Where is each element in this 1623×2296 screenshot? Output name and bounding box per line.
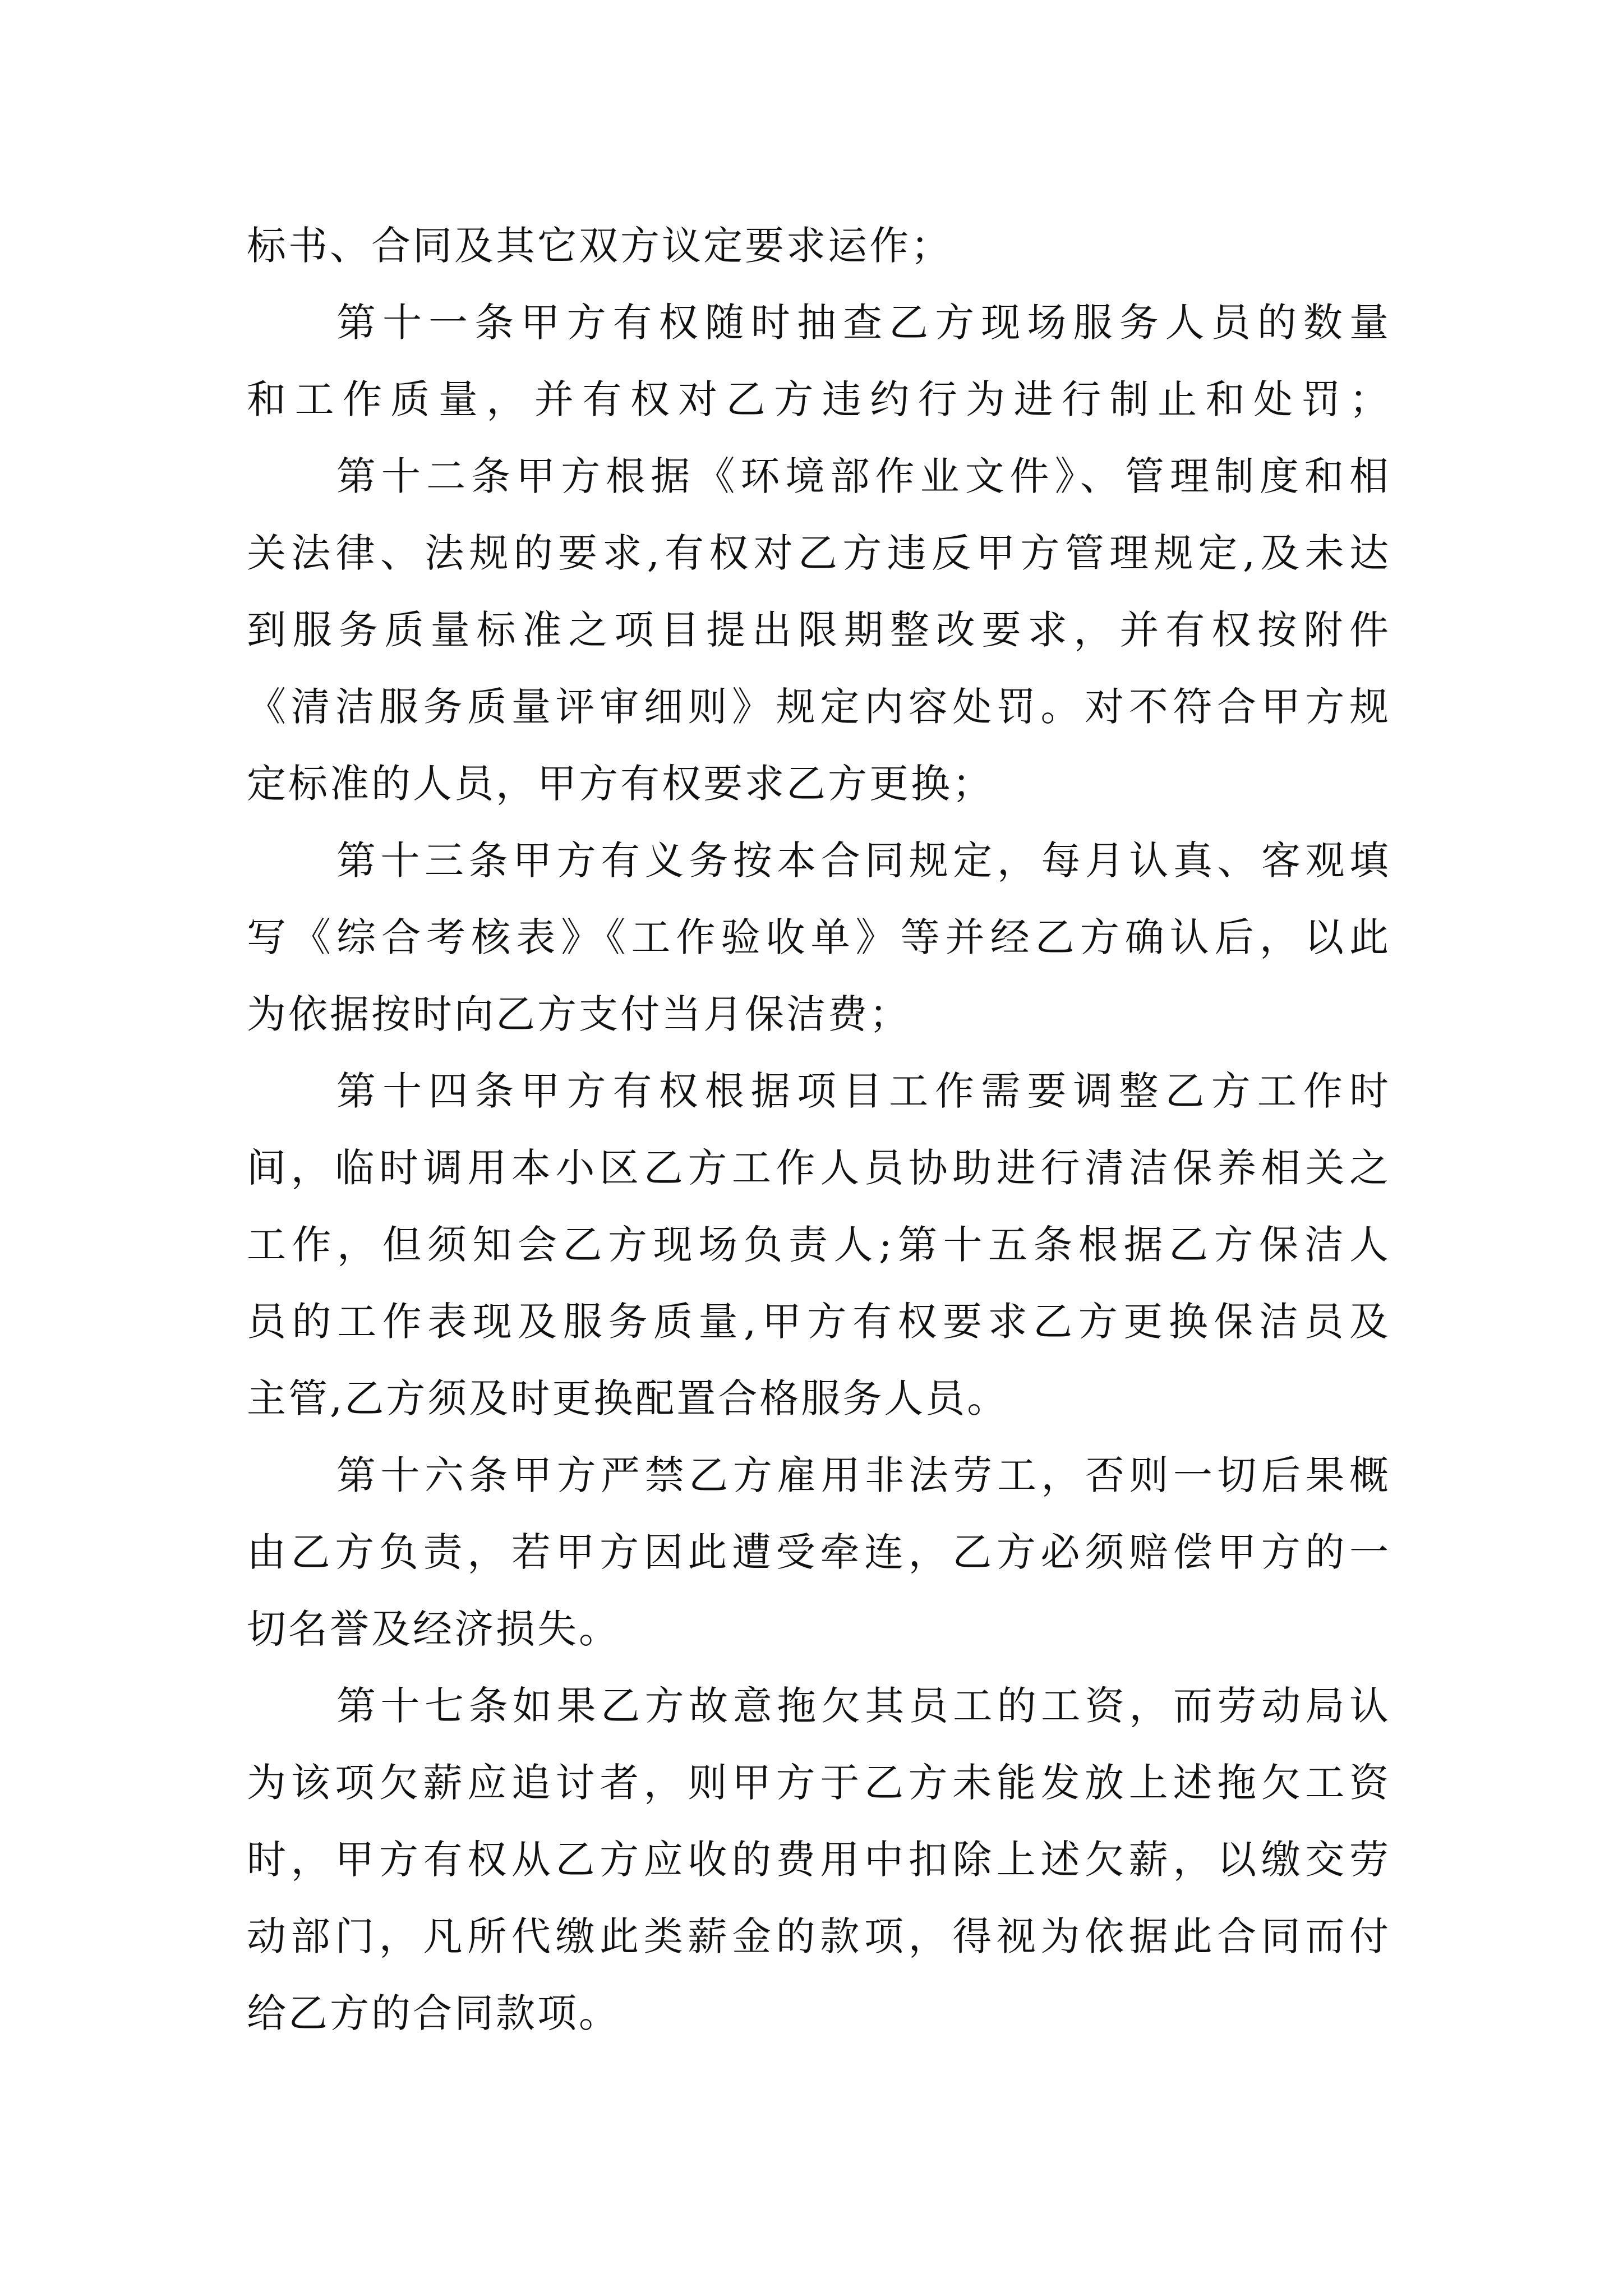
text-line: 工作，但须知会乙方现场负责人;第十五条根据乙方保洁人 <box>247 1222 1391 1268</box>
text-line: 定标准的人员，甲方有权要求乙方更换； <box>247 761 994 807</box>
text-line: 第十四条甲方有权根据项目工作需要调整乙方工作时 <box>336 1068 1391 1114</box>
text-line: 动部门，凡所代缴此类薪金的款项，得视为依据此合同而付 <box>247 1913 1391 1959</box>
text-line: 第十七条如果乙方故意拖欠其员工的工资，而劳动局认 <box>336 1683 1391 1729</box>
text-line: 给乙方的合同款项。 <box>247 1990 620 2036</box>
text-line: 间，临时调用本小区乙方工作人员协助进行清洁保养相关之 <box>247 1145 1391 1191</box>
text-line: 切名誉及经济损失。 <box>247 1606 620 1652</box>
text-line: 为该项欠薪应追讨者，则甲方于乙方未能发放上述拖欠工资 <box>247 1760 1391 1806</box>
text-line: 标书、合同及其它双方议定要求运作； <box>247 223 952 269</box>
text-line: 到服务质量标准之项目提出限期整改要求，并有权按附件 <box>247 607 1391 653</box>
text-line: 为依据按时向乙方支付当月保洁费； <box>247 991 911 1037</box>
text-line: 第十三条甲方有义务按本合同规定，每月认真、客观填 <box>336 838 1391 884</box>
text-line: 时，甲方有权从乙方应收的费用中扣除上述欠薪，以缴交劳 <box>247 1837 1391 1883</box>
text-line: 关法律、法规的要求,有权对乙方违反甲方管理规定,及未达 <box>247 530 1391 576</box>
text-line: 员的工作表现及服务质量,甲方有权要求乙方更换保洁员及 <box>247 1299 1391 1345</box>
text-line: 和工作质量，并有权对乙方违约行为进行制止和处罚； <box>247 376 1391 422</box>
text-line: 写《综合考核表》《工作验收单》等并经乙方确认后，以此 <box>247 914 1391 960</box>
text-line: 第十一条甲方有权随时抽查乙方现场服务人员的数量 <box>336 300 1391 346</box>
text-line: 第十二条甲方根据《环境部作业文件》、管理制度和相 <box>336 453 1391 499</box>
text-line: 由乙方负责，若甲方因此遭受牵连，乙方必须赔偿甲方的一 <box>247 1529 1391 1575</box>
text-line: 第十六条甲方严禁乙方雇用非法劳工，否则一切后果概 <box>336 1452 1391 1498</box>
text-line: 《清洁服务质量评审细则》规定内容处罚。对不符合甲方规 <box>247 684 1391 730</box>
text-line: 主管,乙方须及时更换配置合格服务人员。 <box>247 1375 1009 1421</box>
document-body <box>247 208 1391 2052</box>
